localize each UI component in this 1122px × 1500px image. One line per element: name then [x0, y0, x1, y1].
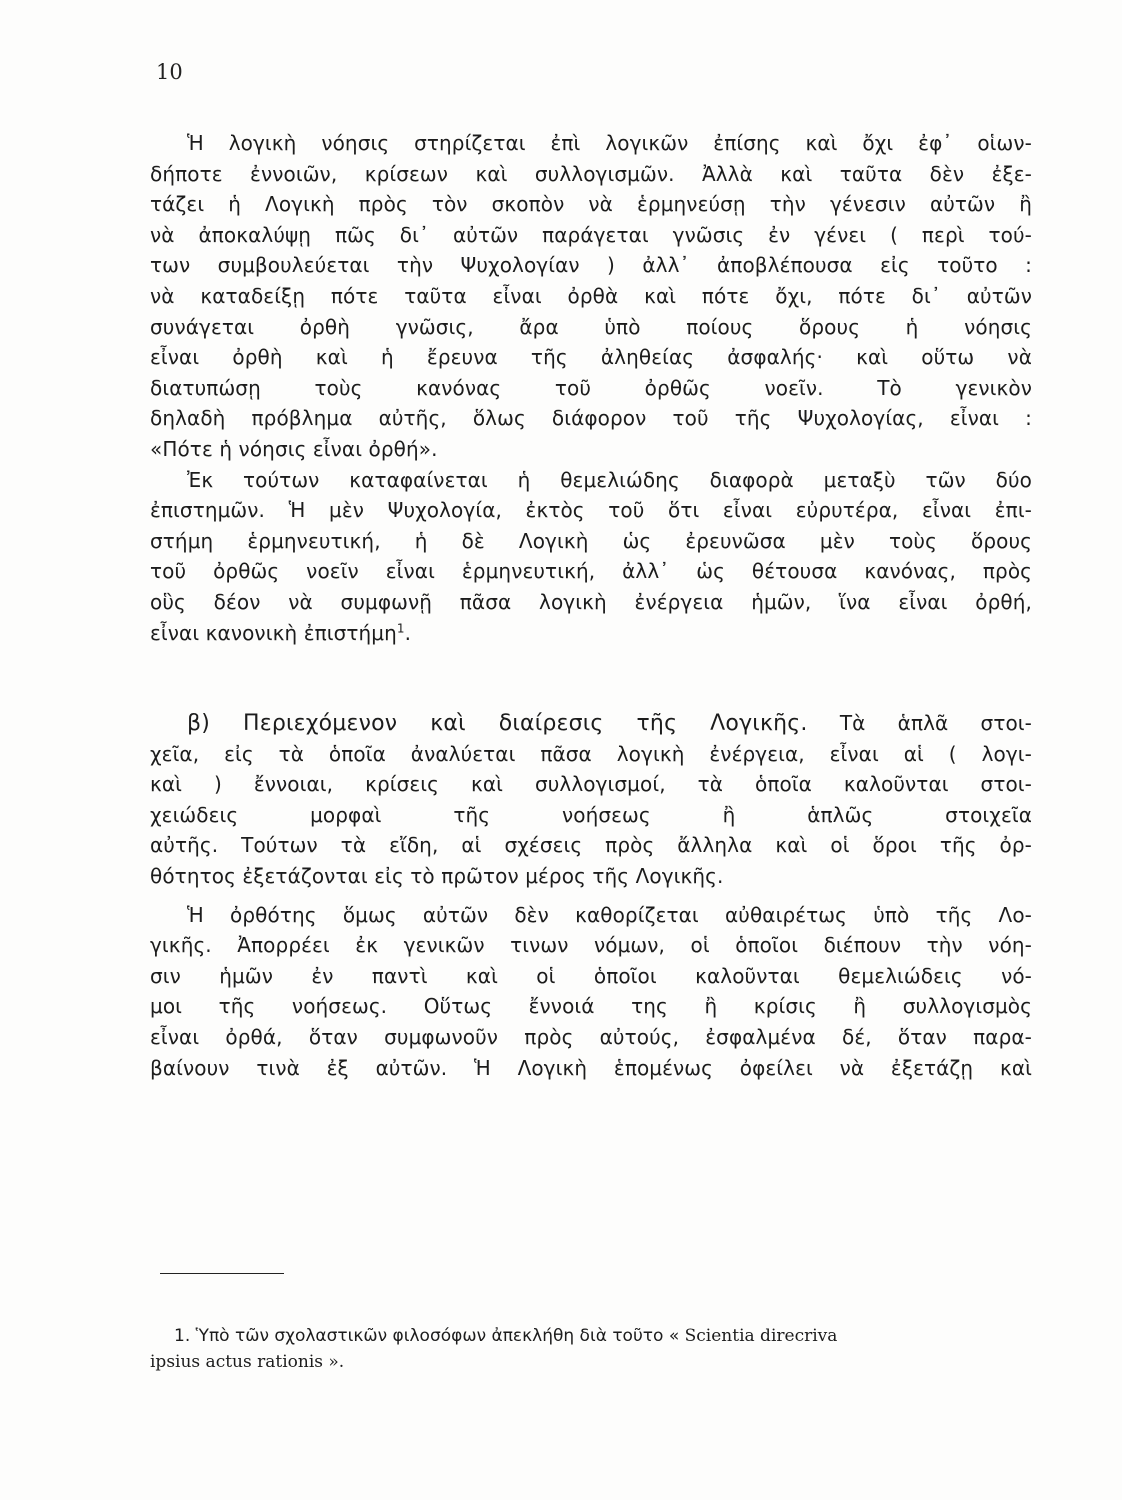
text-line: σιν ἡμῶν ἐν παντὶ καὶ οἱ ὁποῖοι καλοῦνται θεμελιώδεις νό-	[150, 963, 1032, 988]
footnote-reference: 1	[396, 620, 405, 635]
text-line: θότητος ἐξετάζονται εἰς τὸ πρῶτον μέρος τῆς Λογικῆς.	[150, 864, 724, 889]
text-line: δήποτε ἐννοιῶν, κρίσεων καὶ συλλογισμῶν. Ἀλλὰ καὶ ταῦτα δὲν ἐξε-	[150, 161, 1032, 186]
text-line: στήμη ἑρμηνευτική, ἡ δὲ Λογικὴ ὡς ἐρευνῶσα μὲν τοὺς ὅρους	[150, 528, 1032, 553]
section	[150, 708, 1032, 1083]
footnote-latin-text: Scientia direcriva	[684, 1326, 838, 1346]
text-line: εἶναι κανονικὴ ἐπιστήμη$^1$.	[150, 620, 412, 645]
text-line: εἶναι ὀρθά, ὅταν συμφωνοῦν πρὸς αὐτούς, ἐσφαλμένα δέ, ὅταν παρα-	[150, 1025, 1032, 1050]
text-line: Ἐκ τούτων καταφαίνεται ἡ θεμελιώδης διαφορὰ μεταξὺ τῶν δύο	[187, 467, 1032, 492]
paragraph	[150, 465, 1032, 649]
section-heading-line	[150, 708, 1032, 739]
text-line: των συμβουλεύεται τὴν Ψυχολογίαν ) ἀλλ᾽ ἀποβλέπουσα εἰς τοῦτο :	[150, 253, 1032, 278]
text-line-content: Τὰ ἁπλᾶ στοι-	[839, 711, 1032, 736]
text-line-content: εἶναι κανονικὴ ἐπιστήμη	[150, 620, 397, 645]
footnote-line: ipsius actus rationis ».	[150, 1352, 345, 1372]
text-line: τάζει ἡ Λογικὴ πρὸς τὸν σκοπὸν νὰ ἑρμηνεύσῃ τὴν γένεσιν αὐτῶν ἢ	[150, 192, 1032, 217]
text-line: δηλαδὴ πρόβλημα αὐτῆς, ὅλως διάφορον τοῦ τῆς Ψυχολογίας, εἶναι :	[150, 406, 1032, 431]
footnote	[150, 1323, 1032, 1375]
text-line: νὰ ἀποκαλύψῃ πῶς δι᾽ αὐτῶν παράγεται γνῶσις ἐν γένει ( περὶ τού-	[150, 222, 1032, 247]
text-line: αὐτῆς. Τούτων τὰ εἴδη, αἱ σχέσεις πρὸς ἄλληλα καὶ οἱ ὅροι τῆς ὀρ-	[150, 833, 1032, 858]
text-line: ἐπιστημῶν. Ἡ μὲν Ψυχολογία, ἐκτὸς τοῦ ὅτι εἶναι εὐρυτέρα, εἶναι ἐπι-	[150, 498, 1032, 523]
paragraph	[150, 128, 1032, 465]
text-line: εἶναι ὀρθὴ καὶ ἡ ἔρευνα τῆς ἀληθείας ἀσφαλής· καὶ οὕτω νὰ	[150, 345, 1032, 370]
footnote-line	[150, 1323, 1032, 1349]
text-line: μοι τῆς νοήσεως. Οὕτως ἔννοιά της ἢ κρίσις ἢ συλλογισμὸς	[150, 994, 1032, 1019]
text-line: γικῆς. Ἀπορρέει ἐκ γενικῶν τινων νόμων, οἱ ὁποῖοι διέπουν τὴν νόη-	[150, 933, 1032, 958]
text-line: χεῖα, εἰς τὰ ὁποῖα ἀναλύεται πᾶσα λογικὴ ἐνέργεια, εἶναι αἱ ( λογι-	[150, 741, 1032, 766]
main-text	[150, 128, 1032, 1083]
text-line: νὰ καταδείξῃ πότε ταῦτα εἶναι ὀρθὰ καὶ πότε ὄχι, πότε δι᾽ αὐτῶν	[150, 283, 1032, 308]
text-line: χειώδεις μορφαὶ τῆς νοήσεως ἢ ἁπλῶς στοιχεῖα	[150, 802, 1032, 827]
text-line: διατυπώσῃ τοὺς κανόνας τοῦ ὀρθῶς νοεῖν. Τὸ γενικὸν	[150, 375, 1032, 400]
footnote-text: 1. Ὑπὸ τῶν σχολαστικῶν φιλοσόφων ἀπεκλήθη διὰ τοῦτο «	[174, 1326, 680, 1346]
footnote-separator	[160, 1273, 284, 1274]
text-line: βαίνουν τινὰ ἐξ αὐτῶν. Ἡ Λογικὴ ἑπομένως ὀφείλει νὰ ἐξετάζῃ καὶ	[150, 1055, 1032, 1080]
text-line: καὶ ) ἔννοιαι, κρίσεις καὶ συλλογισμοί, τὰ ὁποῖα καλοῦνται στοι-	[150, 772, 1032, 797]
text-line: «Πότε ἡ νόησις εἶναι ὀρθή».	[150, 436, 438, 461]
text-line: οὓς δέον νὰ συμφωνῇ πᾶσα λογικὴ ἐνέργεια ἡμῶν, ἵνα εἶναι ὀρθή,	[150, 589, 1032, 614]
section-heading: β) Περιεχόμενον καὶ διαίρεσις τῆς Λογικῆς.	[187, 711, 808, 737]
text-line: Ἡ ὀρθότης ὅμως αὐτῶν δὲν καθορίζεται αὐθαιρέτως ὑπὸ τῆς Λο-	[187, 902, 1032, 927]
text-line: συνάγεται ὀρθὴ γνῶσις, ἄρα ὑπὸ ποίους ὅρους ἡ νόησις	[150, 314, 1032, 339]
text-line: Ἡ λογικὴ νόησις στηρίζεται ἐπὶ λογικῶν ἐπίσης καὶ ὄχι ἐφ᾽ οἱων-	[187, 131, 1032, 155]
page-number: 10	[156, 60, 183, 84]
text-line: τοῦ ὀρθῶς νοεῖν εἶναι ἑρμηνευτική, ἀλλ᾽ ὡς θέτουσα κανόνας, πρὸς	[150, 559, 1032, 584]
